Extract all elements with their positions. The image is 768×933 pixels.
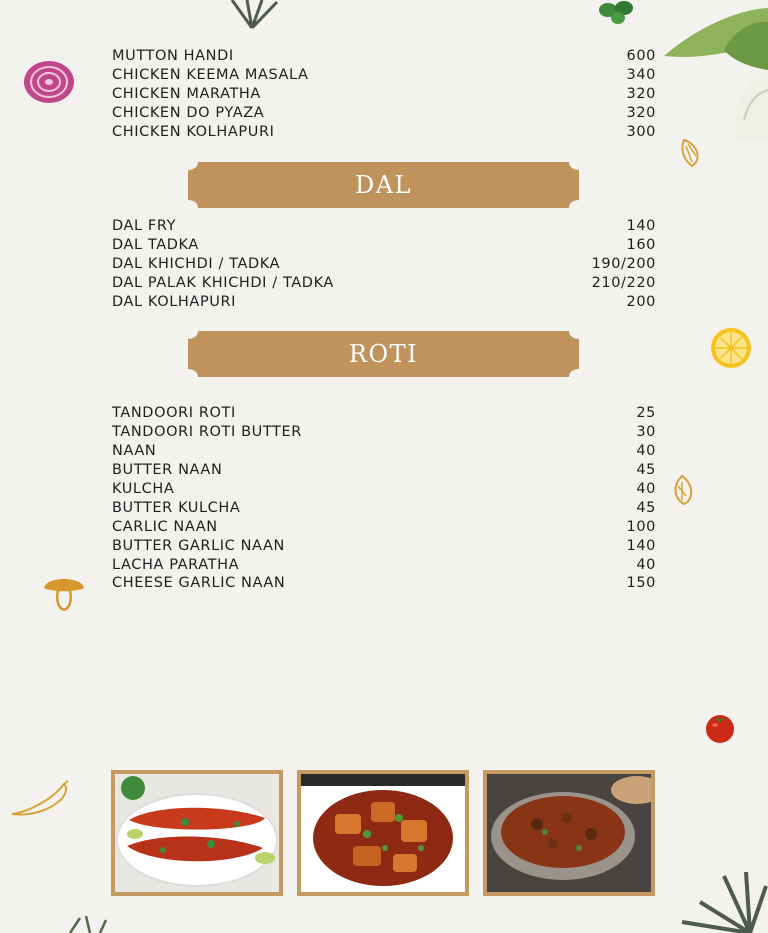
food-photo: [297, 770, 469, 896]
menu-list-roti: [112, 404, 656, 593]
item-price: 200: [626, 294, 656, 310]
menu-item: [112, 517, 656, 536]
menu-item: [112, 423, 656, 442]
menu-item: [112, 480, 656, 499]
menu-list-dal: [112, 217, 656, 311]
lemon-icon: [709, 326, 753, 370]
item-price: 160: [626, 237, 656, 254]
section-title: DAL: [354, 171, 412, 199]
section-title: ROTI: [348, 340, 419, 368]
item-name: BUTTER KULCHA: [112, 499, 241, 516]
food-photo: [111, 770, 283, 896]
menu-item: [112, 236, 656, 255]
item-name: CHICKEN MARATHA: [112, 86, 261, 103]
item-name: BUTTER GARLIC NAAN: [112, 537, 285, 554]
item-price: 300: [626, 124, 656, 140]
item-name: NAAN: [112, 443, 157, 460]
menu-item: [112, 217, 656, 236]
item-name: LACHA PARATHA: [112, 556, 240, 573]
item-name: CHICKEN KEEMA MASALA: [112, 67, 309, 84]
item-price: 140: [626, 537, 656, 554]
menu-item: [112, 104, 656, 123]
item-price: 40: [636, 443, 656, 460]
menu-item: [112, 293, 656, 312]
item-name: TANDOORI ROTI: [112, 405, 236, 422]
section-banner-roti: [188, 331, 579, 377]
menu-list-mains: [112, 47, 656, 141]
item-name: CHICKEN DO PYAZA: [112, 105, 265, 122]
item-name: CARLIC NAAN: [112, 518, 218, 535]
item-name: TANDOORI ROTI BUTTER: [112, 424, 302, 441]
leaf-icon: [222, 0, 282, 30]
section-banner-dal: [188, 162, 579, 208]
item-name: MUTTON HANDI: [112, 48, 234, 65]
menu-item: [112, 274, 656, 293]
item-price: 340: [626, 67, 656, 84]
item-name: DAL FRY: [112, 218, 177, 235]
item-price: 100: [626, 518, 656, 535]
curry-bowl-icon: [487, 774, 651, 892]
tomato-icon: [704, 712, 736, 744]
item-price: 320: [626, 105, 656, 122]
lemon-slice-icon: [678, 138, 702, 168]
item-name: DAL KHICHDI / TADKA: [112, 256, 281, 273]
leaf-icon: [594, 0, 640, 26]
item-price: 140: [626, 218, 656, 235]
item-name: KULCHA: [112, 481, 175, 497]
mushroom-icon: [42, 572, 86, 612]
onion-icon: [22, 58, 76, 106]
item-name: DAL PALAK KHICHDI / TADKA: [112, 275, 334, 292]
item-name: CHEESE GARLIC NAAN: [112, 575, 286, 592]
menu-item: [112, 442, 656, 461]
item-name: DAL KOLHAPURI: [112, 294, 237, 310]
menu-item: [112, 85, 656, 104]
item-price: 600: [626, 48, 656, 65]
grilled-fish-icon: [115, 774, 279, 892]
menu-item: [112, 498, 656, 517]
item-price: 190/200: [591, 256, 656, 273]
menu-item: [112, 255, 656, 274]
item-price: 210/220: [591, 275, 656, 292]
menu-item: [112, 461, 656, 480]
menu-item: [112, 574, 656, 593]
item-price: 320: [626, 86, 656, 103]
leaf-icon: [680, 872, 768, 933]
food-photo: [483, 770, 655, 896]
menu-item: [112, 555, 656, 574]
leaf-icon: [60, 916, 110, 933]
flower-icon: [664, 0, 768, 140]
item-price: 40: [636, 481, 656, 497]
item-name: CHICKEN KOLHAPURI: [112, 124, 275, 140]
menu-item: [112, 47, 656, 66]
chilli-icon: [8, 780, 70, 820]
menu-item: [112, 404, 656, 423]
menu-item: [112, 123, 656, 142]
item-price: 45: [636, 499, 656, 516]
item-price: 45: [636, 462, 656, 479]
chilli-paneer-icon: [301, 774, 465, 892]
lemon-slice-icon: [670, 474, 694, 506]
menu-item: [112, 66, 656, 85]
item-name: DAL TADKA: [112, 237, 199, 254]
menu-item: [112, 536, 656, 555]
item-name: BUTTER NAAN: [112, 462, 223, 479]
item-price: 150: [626, 575, 656, 592]
item-price: 30: [636, 424, 656, 441]
item-price: 25: [636, 405, 656, 422]
item-price: 40: [636, 556, 656, 573]
